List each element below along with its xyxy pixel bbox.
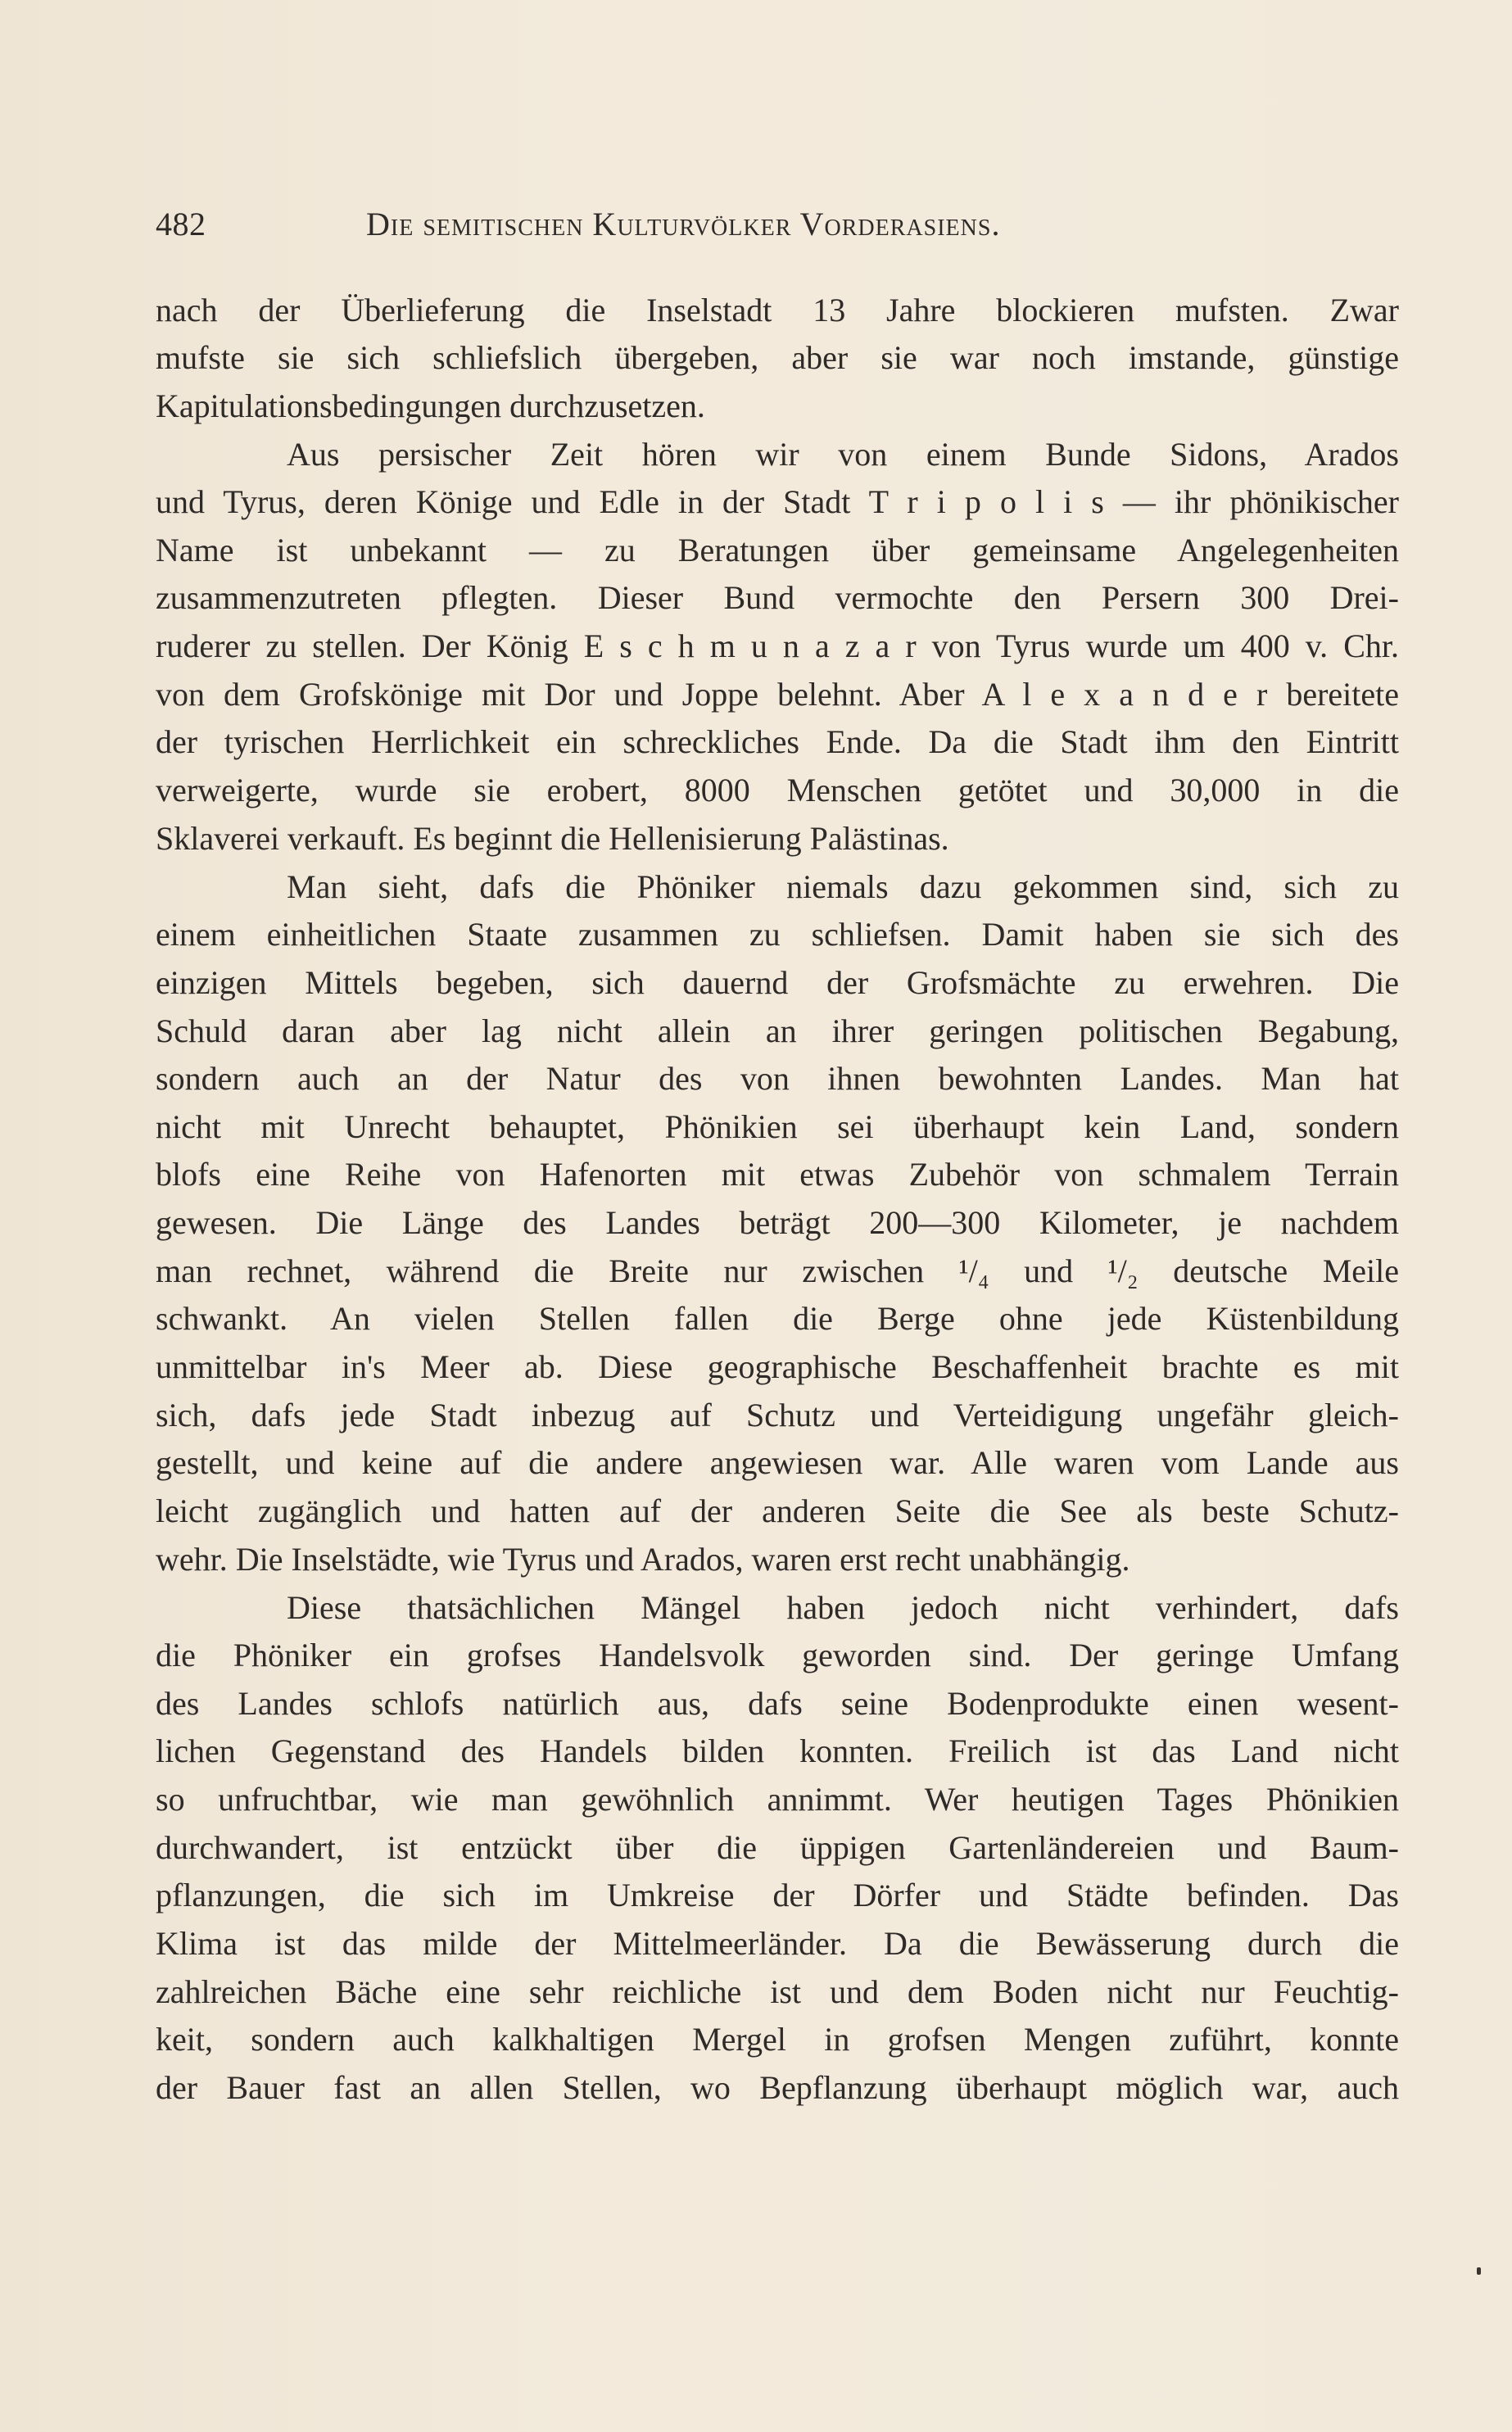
paragraph-start-line: Aus persischer Zeit hören wir von einem Bunde Sidons, Arados	[287, 436, 1399, 473]
text-line: sich, dafs jede Stadt inbezug auf Schutz und Verteidigung ungefähr gleich-	[156, 1397, 1399, 1433]
text-line: und Tyrus, deren Könige und Edle in der Stadt T r i p o l i s — ihr phönikischer	[156, 483, 1399, 520]
text-line: Kapitulationsbedingungen durchzusetzen.	[156, 387, 705, 424]
text-line: die Phöniker ein grofses Handelsvolk geworden sind. Der geringe Umfang	[156, 1637, 1399, 1673]
text-line: blofs eine Reihe von Hafenorten mit etwas Zubehör von schmalem Terrain	[156, 1156, 1399, 1193]
text-line: der Bauer fast an allen Stellen, wo Bepflanzung überhaupt möglich war, auch	[156, 2069, 1399, 2106]
text-line: verweigerte, wurde sie erobert, 8000 Menschen getötet und 30,000 in die	[156, 772, 1399, 808]
text-line: von dem Grofskönige mit Dor und Joppe belehnt. Aber A l e x a n d e r bereitete	[156, 676, 1399, 713]
paragraph-start-line: Man sieht, dafs die Phöniker niemals dazu gekommen sind, sich zu	[287, 868, 1399, 905]
text-line: man rechnet, während die Breite nur zwischen ¹/₄ und ¹/₂ deutsche Meile	[156, 1252, 1399, 1289]
text-line: Schuld daran aber lag nicht allein an ihrer geringen politischen Begabung,	[156, 1012, 1399, 1049]
text-line: pflanzungen, die sich im Umkreise der Dörfer und Städte befinden. Das	[156, 1877, 1399, 1913]
page-header	[156, 205, 1196, 249]
text-line: so unfruchtbar, wie man gewöhnlich annimmt. Wer heutigen Tages Phönikien	[156, 1781, 1399, 1818]
text-line: nach der Überlieferung die Inselstadt 13 Jahre blockieren mufsten. Zwar	[156, 292, 1399, 328]
text-line: der tyrischen Herrlichkeit ein schreckliches Ende. Da die Stadt ihm den Eintritt	[156, 723, 1399, 760]
text-line: mufste sie sich schliefslich übergeben, aber sie war noch imstande, günstige	[156, 339, 1399, 376]
running-title: Die semitischen Kulturvölker Vorderasiens.	[366, 206, 1001, 242]
text-line: einem einheitlichen Staate zusammen zu schliefsen. Damit haben sie sich des	[156, 916, 1399, 953]
text-line: wehr. Die Inselstädte, wie Tyrus und Arados, waren erst recht unabhängig.	[156, 1541, 1130, 1578]
text-line: nicht mit Unrecht behauptet, Phönikien sei überhaupt kein Land, sondern	[156, 1108, 1399, 1145]
text-line: Klima ist das milde der Mittelmeerländer. Da die Bewässerung durch die	[156, 1925, 1399, 1962]
text-line: sondern auch an der Natur des von ihnen bewohnten Landes. Man hat	[156, 1060, 1399, 1097]
text-line: schwankt. An vielen Stellen fallen die Berge ohne jede Küstenbildung	[156, 1300, 1399, 1337]
text-line: Name ist unbekannt — zu Beratungen über gemeinsame Angelegenheiten	[156, 532, 1399, 568]
text-line: durchwandert, ist entzückt über die üppigen Gartenländereien und Baum-	[156, 1829, 1399, 1866]
text-line: ruderer zu stellen. Der König E s c h m u n a z a r von Tyrus wurde um 400 v. Chr.	[156, 627, 1399, 664]
text-line: keit, sondern auch kalkhaltigen Mergel in grofsen Mengen zuführt, konnte	[156, 2021, 1399, 2058]
page-number: 482	[156, 206, 206, 242]
body-text	[156, 287, 1399, 2130]
text-line: gestellt, und keine auf die andere angewiesen war. Alle waren vom Lande aus	[156, 1444, 1399, 1481]
text-line: zahlreichen Bäche eine sehr reichliche ist und dem Boden nicht nur Feuchtig-	[156, 1973, 1399, 2010]
ink-speck	[1477, 2267, 1481, 2275]
text-line: Sklaverei verkauft. Es beginnt die Hellenisierung Palästinas.	[156, 820, 949, 857]
text-line: leicht zugänglich und hatten auf der anderen Seite die See als beste Schutz-	[156, 1492, 1399, 1529]
text-line: zusammenzutreten pflegten. Dieser Bund vermochte den Persern 300 Drei-	[156, 579, 1399, 616]
text-line: unmittelbar in's Meer ab. Diese geographische Beschaffenheit brachte es mit	[156, 1348, 1399, 1385]
text-line: einzigen Mittels begeben, sich dauernd der Grofsmächte zu erwehren. Die	[156, 964, 1399, 1001]
text-line: des Landes schlofs natürlich aus, dafs seine Bodenprodukte einen wesent-	[156, 1685, 1399, 1722]
text-line: gewesen. Die Länge des Landes beträgt 200—300 Kilometer, je nachdem	[156, 1204, 1399, 1241]
paragraph-start-line: Diese thatsächlichen Mängel haben jedoch nicht verhindert, dafs	[287, 1589, 1399, 1626]
text-line: lichen Gegenstand des Handels bilden konnten. Freilich ist das Land nicht	[156, 1732, 1399, 1769]
